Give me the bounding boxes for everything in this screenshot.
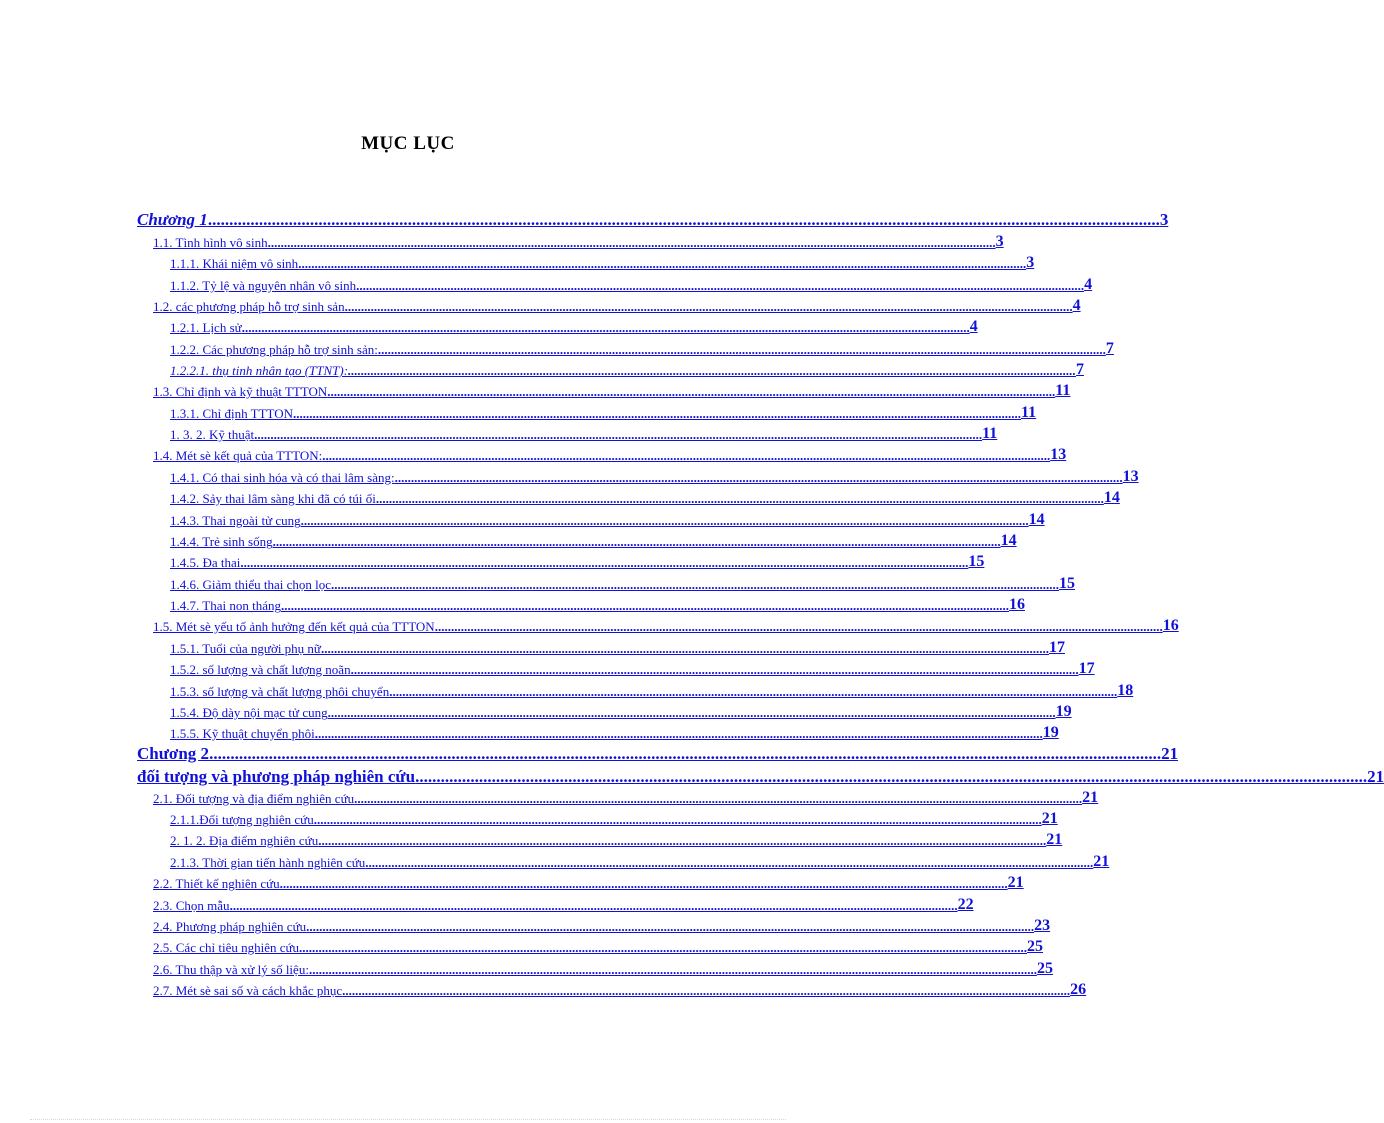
toc-entry-label: Chương 2 xyxy=(137,744,210,763)
toc-page-number: 15 xyxy=(968,553,985,570)
toc-leader-dots: ................................................................................................................................................................................................................................ xyxy=(207,210,1160,229)
toc-entry-label: 2.6. Thu thập và xử lý số liệu: xyxy=(153,962,309,977)
toc-entry[interactable] xyxy=(170,489,1120,507)
toc-entry-label: 1.3.1. Chỉ định TTTON xyxy=(170,406,294,421)
toc-page-number: 3 xyxy=(995,233,1004,250)
toc-page-number: 13 xyxy=(1050,446,1067,463)
toc-leader-dots: ................................................................................................................................................................................................................................ xyxy=(229,898,958,913)
toc-entry-label: 1.4.7. Thai non tháng xyxy=(170,598,281,613)
toc-entry-label: 1.1.2. Tỷ lệ và nguyên nhân vô sinh xyxy=(170,278,357,293)
toc-leader-dots: ................................................................................................................................................................................................................................ xyxy=(254,427,983,442)
toc-leader-dots: ................................................................................................................................................................................................................................ xyxy=(241,320,970,335)
toc-page-number: 19 xyxy=(1042,724,1059,741)
toc-leader-dots: ................................................................................................................................................................................................................................ xyxy=(389,684,1118,699)
toc-entry[interactable] xyxy=(170,425,998,443)
toc-leader-dots: ................................................................................................................................................................................................................................ xyxy=(327,705,1056,720)
toc-entry-label: 2.5. Các chỉ tiêu nghiên cứu xyxy=(153,940,300,955)
toc-page-number: 19 xyxy=(1055,703,1072,720)
toc-page-number: 7 xyxy=(1105,340,1114,357)
toc-entry-label: 1.4.5. Đa thai xyxy=(170,555,241,570)
toc-entry-label: 1.2.2.1. thụ tinh nhân tạo (TTNT): xyxy=(170,363,349,378)
toc-entry[interactable] xyxy=(153,233,1004,251)
toc-page-number: 21 xyxy=(1093,853,1110,870)
toc-entry-label: 1.2. các phương pháp hỗ trợ sinh sản xyxy=(153,299,345,314)
toc-leader-dots: ................................................................................................................................................................................................................................ xyxy=(356,278,1085,293)
toc-page-number: 21 xyxy=(1046,831,1063,848)
toc-entry[interactable] xyxy=(170,639,1065,657)
toc-entry-label: 1.5.4. Độ dày nội mạc tử cung xyxy=(170,705,328,720)
toc-entry[interactable] xyxy=(137,744,1179,764)
toc-leader-dots: ................................................................................................................................................................................................................................ xyxy=(434,619,1163,634)
toc-entry-label: 1. 3. 2. Kỹ thuật xyxy=(170,427,255,442)
toc-leader-dots: ................................................................................................................................................................................................................................ xyxy=(280,598,1009,613)
toc-entry[interactable] xyxy=(137,210,1169,230)
toc-entry[interactable] xyxy=(170,340,1114,358)
toc-entry[interactable] xyxy=(153,874,1024,892)
toc-page-number: 21 xyxy=(1041,810,1058,827)
toc-entry[interactable] xyxy=(170,254,1035,272)
toc-entry-label: 1.3. Chỉ định và kỹ thuật TTTON xyxy=(153,384,328,399)
toc-entry-label: 1.1.1. Khái niệm vô sinh xyxy=(170,256,299,271)
toc-entry-label: 2.1.1.Đối tượng nghiên cứu xyxy=(170,812,314,827)
toc-leader-dots: ................................................................................................................................................................................................................................ xyxy=(313,812,1042,827)
toc-entry[interactable] xyxy=(170,831,1063,849)
toc-page-number: 3 xyxy=(1026,254,1035,271)
toc-entry-label: 1.5.2. số lượng và chất lượng noãn xyxy=(170,662,351,677)
toc-leader-dots: ................................................................................................................................................................................................................................ xyxy=(314,726,1043,741)
toc-page-number: 7 xyxy=(1076,361,1085,378)
toc-leader-dots: ................................................................................................................................................................................................................................ xyxy=(293,406,1022,421)
toc-page-number: 15 xyxy=(1059,575,1076,592)
toc-leader-dots: ................................................................................................................................................................................................................................ xyxy=(322,448,1051,463)
toc-entry[interactable] xyxy=(170,724,1059,742)
toc-entry[interactable] xyxy=(153,446,1067,464)
toc-entry[interactable] xyxy=(170,318,978,336)
toc-page-number: 21 xyxy=(1367,767,1384,786)
toc-entry[interactable] xyxy=(153,789,1099,807)
toc-leader-dots: ................................................................................................................................................................................................................................ xyxy=(394,470,1123,485)
toc-entry[interactable] xyxy=(170,361,1085,379)
toc-page-number: 22 xyxy=(957,896,974,913)
toc-page-number: 4 xyxy=(969,318,978,335)
toc-entry[interactable] xyxy=(170,468,1139,486)
toc-page-number: 16 xyxy=(1162,617,1179,634)
toc-entry-label: Chương 1 xyxy=(137,210,208,229)
toc-entry[interactable] xyxy=(170,660,1095,678)
toc-entry-label: 2.3. Chọn mẫu xyxy=(153,898,230,913)
toc-entry[interactable] xyxy=(137,767,1384,787)
toc-leader-dots: ................................................................................................................................................................................................................................ xyxy=(300,513,1029,528)
toc-page-number: 14 xyxy=(1000,532,1017,549)
toc-leader-dots: ................................................................................................................................................................................................................................ xyxy=(331,577,1060,592)
toc-leader-dots: ................................................................................................................................................................................................................................ xyxy=(318,833,1047,848)
toc-leader-dots: ................................................................................................................................................................................................................................ xyxy=(354,791,1083,806)
toc-page-number: 25 xyxy=(1027,938,1044,955)
toc-leader-dots: ................................................................................................................................................................................................................................ xyxy=(272,534,1001,549)
toc-leader-dots: ................................................................................................................................................................................................................................ xyxy=(320,641,1049,656)
toc-entry[interactable] xyxy=(170,853,1110,871)
toc-entry[interactable] xyxy=(153,917,1051,935)
toc-entry[interactable] xyxy=(153,382,1071,400)
toc-leader-dots: ................................................................................................................................................................................................................................ xyxy=(306,919,1035,934)
toc-entry-label: đối tượng và phương pháp nghiên cứu xyxy=(137,767,416,786)
toc-leader-dots: ................................................................................................................................................................................................................................ xyxy=(298,256,1027,271)
toc-entry-label: 2.4. Phương pháp nghiên cứu xyxy=(153,919,307,934)
toc-entry-label: 1.5.1. Tuổi của người phụ nữ xyxy=(170,641,321,656)
page-bottom-divider xyxy=(30,1119,786,1120)
toc-entry-label: 1.5.5. Kỹ thuật chuyển phôi xyxy=(170,726,315,741)
toc-entry-label: 2.1.3. Thời gian tiến hành nghiên cứu xyxy=(170,855,366,870)
toc-leader-dots: ................................................................................................................................................................................................................................ xyxy=(365,855,1094,870)
toc-entry[interactable] xyxy=(170,682,1134,700)
toc-page-number: 23 xyxy=(1034,917,1051,934)
toc-entry[interactable] xyxy=(153,960,1053,978)
toc-entry[interactable] xyxy=(170,276,1093,294)
toc-leader-dots: ................................................................................................................................................................................................................................ xyxy=(279,876,1008,891)
toc-entry[interactable] xyxy=(170,575,1076,593)
toc-entry-label: 1.4.3. Thai ngoài tử cung xyxy=(170,513,301,528)
toc-page-number: 17 xyxy=(1048,639,1065,656)
toc-page-number: 11 xyxy=(1021,404,1037,421)
toc-leader-dots: ................................................................................................................................................................................................................................ xyxy=(308,962,1037,977)
toc-page-number: 11 xyxy=(982,425,998,442)
toc-entry-label: 1.5.3. số lượng và chất lượng phôi chuyển xyxy=(170,684,390,699)
toc-page-number: 4 xyxy=(1084,276,1093,293)
toc-page-number: 11 xyxy=(1055,382,1071,399)
toc-page-number: 14 xyxy=(1103,489,1120,506)
toc-page-number: 25 xyxy=(1036,960,1053,977)
toc-page-number: 21 xyxy=(1007,874,1024,891)
toc-entry[interactable] xyxy=(153,297,1081,315)
toc-leader-dots: ................................................................................................................................................................................................................................ xyxy=(240,555,969,570)
toc-entry-label: 1.2.2. Các phương pháp hỗ trợ sinh sản: xyxy=(170,342,378,357)
toc-leader-dots: ................................................................................................................................................................................................................................ xyxy=(350,662,1079,677)
toc-entry[interactable] xyxy=(153,981,1087,999)
toc-entry[interactable] xyxy=(170,404,1037,422)
toc-entry[interactable] xyxy=(170,532,1017,550)
toc-page-number: 14 xyxy=(1028,511,1045,528)
toc-page-number: 26 xyxy=(1070,981,1087,998)
toc-entry-label: 1.4.2. Sảy thai lâm sàng khi đã có túi ối xyxy=(170,491,376,506)
toc-entry[interactable] xyxy=(170,511,1045,529)
toc-entry-label: 1.1. Tình hình vô sinh xyxy=(153,235,268,250)
toc-entry[interactable] xyxy=(170,596,1025,614)
toc-entry-label: 1.5. Mét sè yếu tố ảnh hưởng đến kết quả của TTTON xyxy=(153,619,435,634)
toc-leader-dots: ................................................................................................................................................................................................................................ xyxy=(342,983,1071,998)
toc-entry-label: 1.4.6. Giảm thiểu thai chọn lọc xyxy=(170,577,332,592)
toc-leader-dots: ................................................................................................................................................................................................................................ xyxy=(344,299,1073,314)
toc-entry-label: 1.4.1. Có thai sinh hóa và có thai lâm sàng: xyxy=(170,470,395,485)
toc-page-number: 21 xyxy=(1082,789,1099,806)
toc-entry[interactable] xyxy=(153,896,974,914)
toc-entry-label: 1.4.4. Trẻ sinh sống xyxy=(170,534,273,549)
toc-entry-label: 2. 1. 2. Địa điểm nghiên cứu xyxy=(170,833,319,848)
toc-leader-dots: ................................................................................................................................................................................................................................ xyxy=(415,767,1368,786)
toc-entry-label: 2.1. Đối tượng và địa điểm nghiên cứu xyxy=(153,791,355,806)
toc-entry[interactable] xyxy=(153,617,1179,635)
toc-leader-dots: ................................................................................................................................................................................................................................ xyxy=(375,491,1104,506)
toc-page-number: 17 xyxy=(1078,660,1095,677)
toc-page-number: 3 xyxy=(1159,210,1169,229)
toc-leader-dots: ................................................................................................................................................................................................................................ xyxy=(267,235,996,250)
toc-leader-dots: ................................................................................................................................................................................................................................ xyxy=(299,940,1028,955)
toc-entry[interactable] xyxy=(170,553,985,571)
toc-leader-dots: ................................................................................................................................................................................................................................ xyxy=(377,342,1106,357)
toc-entry[interactable] xyxy=(170,703,1072,721)
page-title: MỤC LỤC xyxy=(361,133,455,154)
toc-leader-dots: ................................................................................................................................................................................................................................ xyxy=(209,744,1162,763)
toc-entry-label: 2.7. Mét sè sai số và cách khắc phục xyxy=(153,983,343,998)
toc-leader-dots: ................................................................................................................................................................................................................................ xyxy=(327,384,1056,399)
toc-page-number: 13 xyxy=(1122,468,1139,485)
toc-page-number: 16 xyxy=(1008,596,1025,613)
toc-entry[interactable] xyxy=(153,938,1044,956)
toc-entry[interactable] xyxy=(170,810,1058,828)
toc-page-number: 4 xyxy=(1072,297,1081,314)
toc-page-number: 21 xyxy=(1161,744,1179,763)
toc-entry-label: 2.2. Thiết kế nghiên cứu xyxy=(153,876,280,891)
toc-entry-label: 1.2.1. Lịch sử xyxy=(170,320,242,335)
toc-leader-dots: ................................................................................................................................................................................................................................ xyxy=(348,363,1077,378)
toc-entry-label: 1.4. Mét sè kết quả của TTTON: xyxy=(153,448,323,463)
toc-page-number: 18 xyxy=(1117,682,1134,699)
